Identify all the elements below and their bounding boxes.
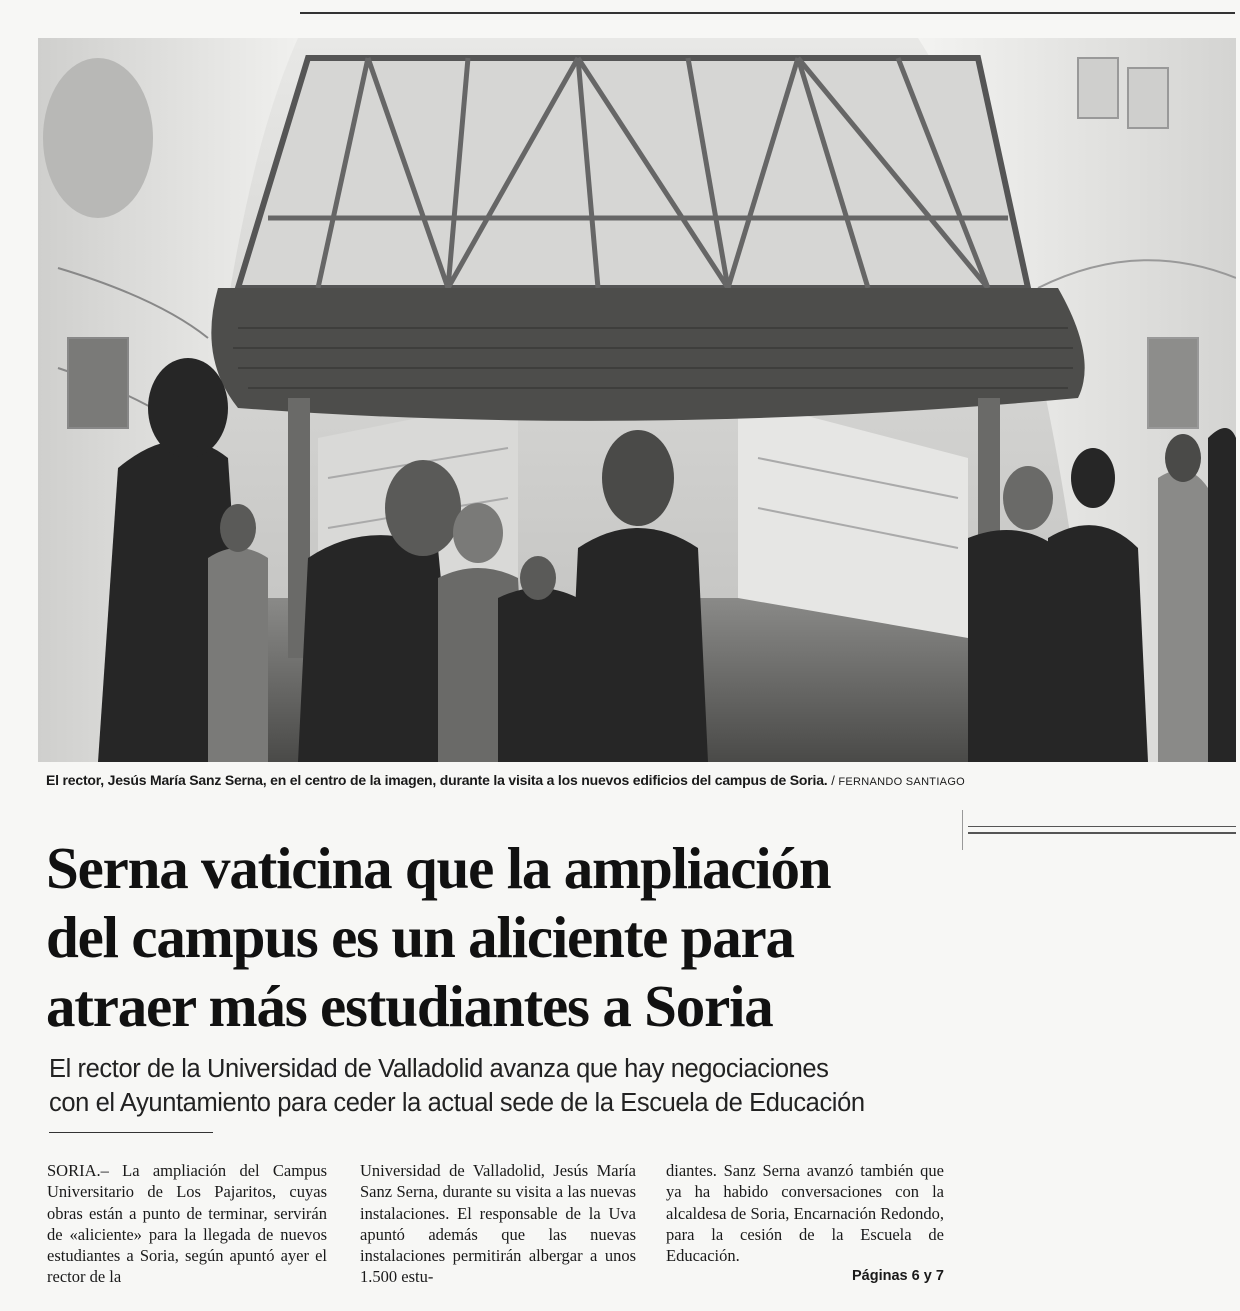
caption-text: El rector, Jesús María Sanz Serna, en el centro de la imagen, durante la visita a los nuevos edificios del campus de Soria. xyxy=(46,772,828,788)
headline xyxy=(46,834,946,1041)
headline-line-3: atraer más estudiantes a Soria xyxy=(46,973,773,1039)
body-column-3: diantes. Sanz Serna avanzó también que ya ha habido conversaciones con la alcaldesa de Soria, Encarnación Redondo, para la cesión de la Escuela de Educación. xyxy=(666,1161,944,1266)
caption-separator: / xyxy=(831,773,835,788)
subhead-line-2: con el Ayuntamiento para ceder la actual sede de la Escuela de Educación xyxy=(49,1089,865,1117)
photo-credit: FERNANDO SANTIAGO xyxy=(838,776,966,788)
top-rule xyxy=(300,12,1235,14)
body-column-2: Universidad de Valladolid, Jesús María Sanz Serna, durante su visita a las nuevas instalaciones. El responsable de la Uva apuntó además que las nuevas instalaciones permitirán albergar a unos 1.500 estu- xyxy=(360,1161,636,1287)
right-rule-thick xyxy=(968,832,1236,834)
headline-line-1: Serna vaticina que la ampliación xyxy=(46,835,831,901)
photo-illustration xyxy=(38,38,1236,762)
body-column-1: SORIA.– La ampliación del Campus Universitario de Los Pajaritos, cuyas obras están a punto de terminar, servirán de «aliciente» para la llegada de nuevos estudiantes a Soria, según apuntó ayer el rector de la xyxy=(47,1161,327,1287)
photo-caption xyxy=(46,772,986,788)
subheadline xyxy=(49,1052,949,1120)
right-rule-thin xyxy=(968,826,1236,827)
page-jump-link[interactable]: Páginas 6 y 7 xyxy=(852,1268,944,1284)
divider-tick xyxy=(962,810,963,850)
subhead-rule xyxy=(49,1132,213,1133)
subhead-line-1: El rector de la Universidad de Valladolid avanza que hay negociaciones xyxy=(49,1055,829,1083)
headline-line-2: del campus es un aliciente para xyxy=(46,904,794,970)
news-photo xyxy=(38,38,1236,762)
